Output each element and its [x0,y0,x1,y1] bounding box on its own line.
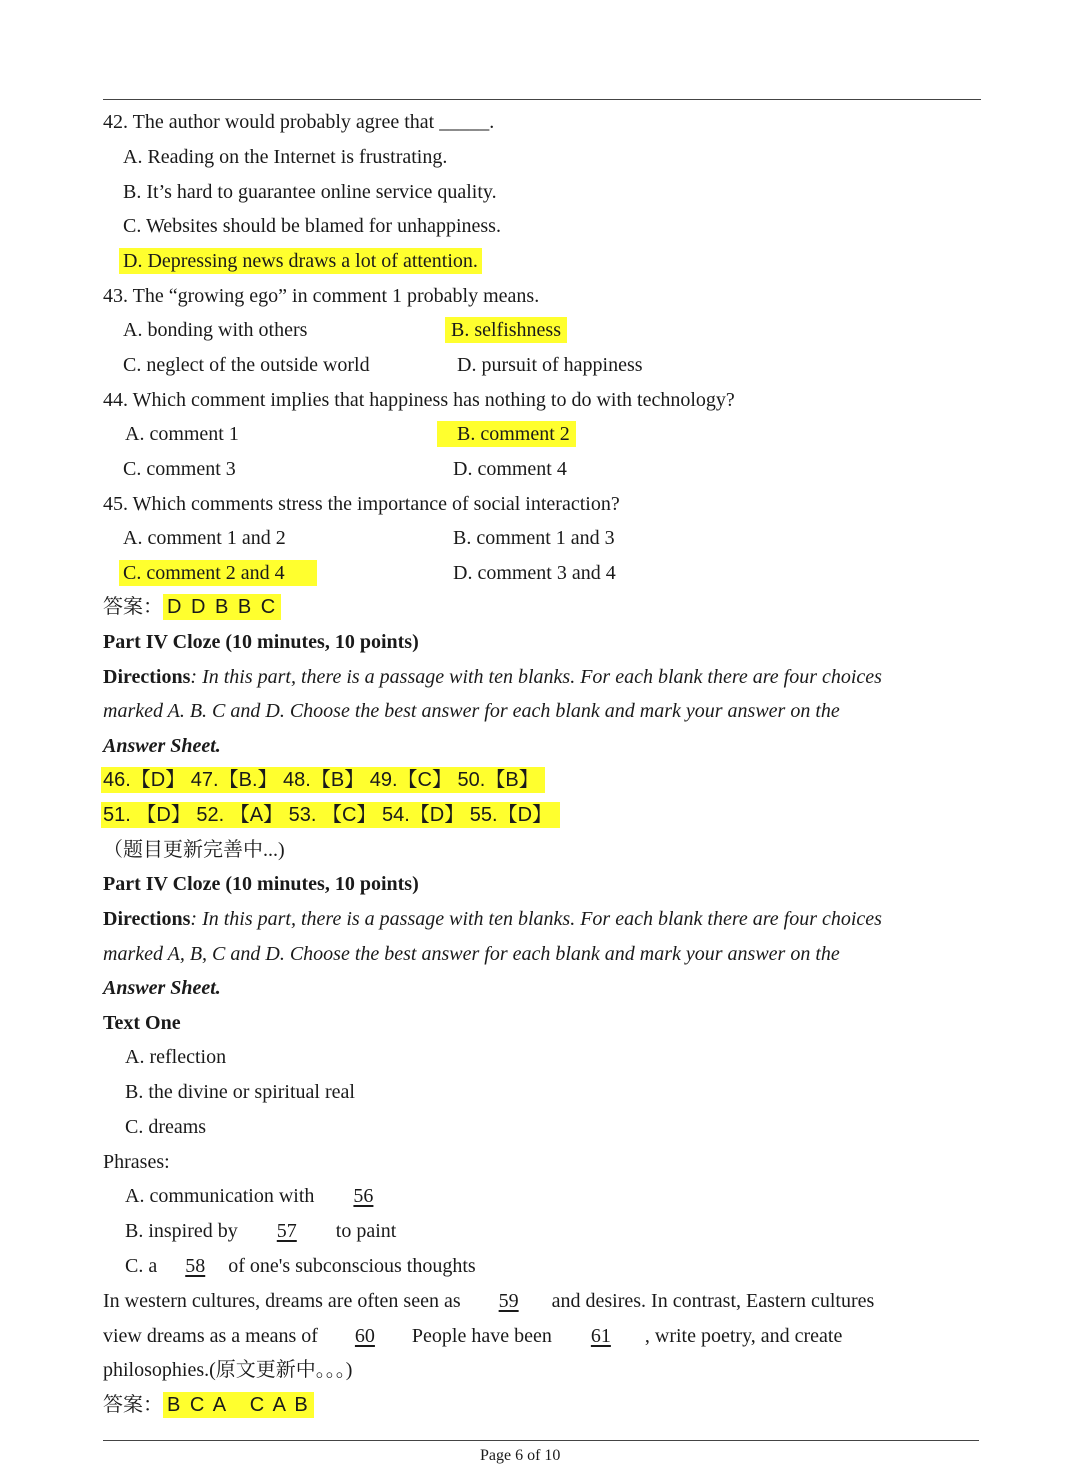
footer-rule [103,1440,979,1441]
question-44-option-c: C. comment 3 [123,458,236,480]
question-42-option-b: B. It’s hard to guarantee online service quality. [123,181,497,203]
part4-answer-sheet: Answer Sheet. [103,735,221,757]
part4-repeat-directions-line-2: marked A, B, C and D. Choose the best answer for each blank and mark your answer on the [103,943,840,965]
cloze-answers-row-1-highlighted: 46.【D】 47.【B.】 48.【B】 49.【C】 50.【B】 [101,767,545,793]
cloze-answers-row-2-highlighted: 51. 【D】 52. 【A】 53. 【C】 54.【D】 55.【D】 [101,802,560,828]
question-43-option-a: A. bonding with others [123,319,308,341]
question-42-option-a: A. Reading on the Internet is frustrating. [123,146,448,168]
text-one-option-b: B. the divine or spiritual real [125,1081,355,1103]
text-one-option-c: C. dreams [125,1116,207,1138]
question-42-stem: 42. The author would probably agree that _____. [103,111,495,133]
question-43-option-c: C. neglect of the outside world [123,354,370,376]
phrase-a: A. communication with 56 [125,1184,407,1208]
question-45-option-c-highlighted: C. comment 2 and 4 [119,560,317,586]
part4-directions-line-2: marked A. B. C and D. Choose the best answer for each blank and mark your answer on the [103,700,840,722]
answer-label: 答案： [103,596,163,618]
answer-label: 答案： [103,1394,163,1416]
answer-value-highlighted: D D B B C [163,594,281,620]
passage-line-2: view dreams as a means of 60 People have been 61 , write poetry, and create [103,1325,843,1347]
answer-value-highlighted: B C A C A B [163,1392,314,1418]
answer-row-1 [103,595,281,619]
part4-directions-line-1: Directions: In this part, there is a passage with ten blanks. For each blank there are four choices [103,666,882,688]
passage-line-3: philosophies.(原文更新中。。。) [103,1359,353,1381]
part4-repeat-directions-line-1: Directions: In this part, there is a passage with ten blanks. For each blank there are four choices [103,908,882,930]
phrase-c: C. a 58 of one's subconscious thoughts [125,1255,476,1277]
update-note: （题目更新完善中...) [103,839,285,861]
phrase-b: B. inspired by 57 to paint [125,1220,397,1242]
phrases-label: Phrases: [103,1151,170,1173]
blank-56: 56 [353,1185,374,1207]
answer-row-2 [103,1393,314,1417]
part4-heading-repeat: Part IV Cloze (10 minutes, 10 points) [103,873,419,895]
question-43-option-d: D. pursuit of happiness [457,354,643,376]
answer-blank: _____. [439,111,495,133]
question-44-option-a: A. comment 1 [125,423,239,445]
question-45-option-b: B. comment 1 and 3 [453,527,615,549]
question-43-stem: 43. The “growing ego” in comment 1 probably means. [103,285,540,307]
question-44-stem: 44. Which comment implies that happiness has nothing to do with technology? [103,389,735,411]
question-43-option-b-highlighted: B. selfishness [445,317,567,343]
blank-59: 59 [498,1290,519,1312]
part4-repeat-answer-sheet: Answer Sheet. [103,977,221,999]
text-one-option-a: A. reflection [125,1046,227,1068]
question-44-option-b-highlighted: B. comment 2 [437,421,576,447]
question-45-option-a: A. comment 1 and 2 [123,527,286,549]
question-42-option-d-highlighted: D. Depressing news draws a lot of attention. [119,248,482,274]
passage-line-1: In western cultures, dreams are often seen as 59 and desires. In contrast, Eastern cultures [103,1290,875,1312]
question-45-stem: 45. Which comments stress the importance of social interaction? [103,493,620,515]
blank-61: 61 [590,1325,611,1347]
blank-58: 58 [185,1255,206,1277]
question-44-option-d: D. comment 4 [453,458,567,480]
question-45-option-d: D. comment 3 and 4 [453,562,616,584]
header-rule [103,99,981,100]
part4-heading: Part IV Cloze (10 minutes, 10 points) [103,631,419,653]
blank-60: 60 [354,1325,375,1347]
question-42-option-c: C. Websites should be blamed for unhappiness. [123,215,501,237]
blank-57: 57 [276,1220,297,1242]
page-number: Page 6 of 10 [480,1447,561,1464]
text-one-heading: Text One [103,1012,181,1034]
